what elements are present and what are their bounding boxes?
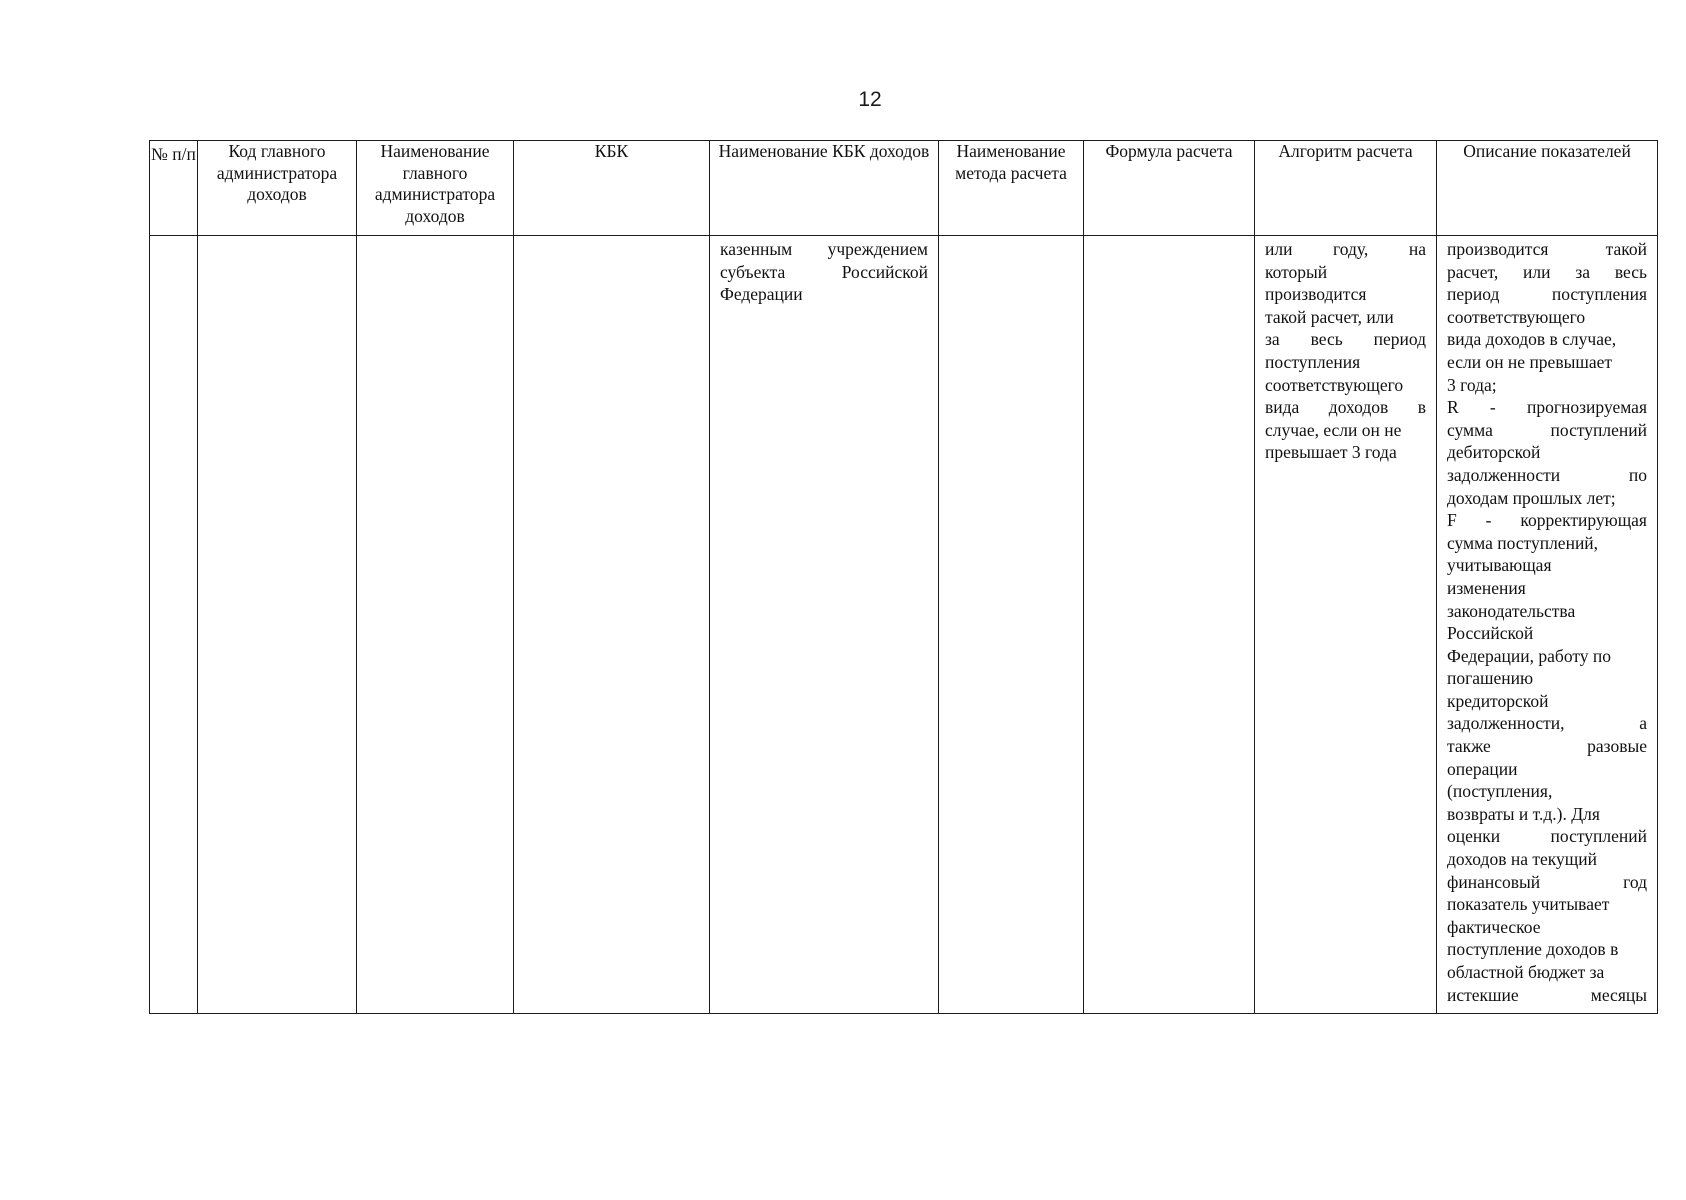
cell-admin-name xyxy=(357,236,514,1014)
text-line: или году, на xyxy=(1265,239,1426,259)
text-line: вида доходов в случае, xyxy=(1447,329,1617,350)
text-line: задолженности, а xyxy=(1447,713,1647,734)
page-number: 12 xyxy=(858,88,882,111)
header-algorithm: Алгоритм расчета xyxy=(1255,141,1437,236)
text-line: производится такой xyxy=(1447,239,1647,259)
header-admin-name: Наименование главного администратора доходов xyxy=(357,141,514,236)
text-line: Российской xyxy=(1447,623,1534,644)
cell-algorithm xyxy=(1255,236,1437,1014)
text-line: истекшие месяцы xyxy=(1447,984,1647,1005)
header-formula: Формула расчета xyxy=(1084,141,1255,236)
kbk-name-text xyxy=(710,236,938,306)
table-header-row xyxy=(150,141,1658,236)
header-description: Описание показателей xyxy=(1437,141,1658,236)
text-line: превышает 3 года xyxy=(1265,442,1397,463)
text-line: задолженности по xyxy=(1447,464,1647,485)
text-line: сумма поступлений, xyxy=(1447,532,1599,553)
text-line: возвраты и т.д.). Для xyxy=(1447,803,1600,824)
text-line: расчет, или за весь xyxy=(1447,261,1647,282)
text-line: случае, если он не xyxy=(1265,419,1402,440)
text-line: погашению xyxy=(1447,668,1534,689)
text-line: показатель учитывает xyxy=(1447,894,1610,915)
header-kbk-name: Наименование КБК доходов xyxy=(710,141,939,236)
text-line: если он не превышает xyxy=(1447,351,1613,372)
text-line: сумма поступлений xyxy=(1447,419,1647,440)
text-line: также разовые xyxy=(1447,736,1647,757)
text-line: R - прогнозируемая xyxy=(1447,397,1647,418)
header-num: № п/п xyxy=(150,141,198,236)
algorithm-text xyxy=(1255,236,1436,464)
revenue-forecast-table xyxy=(149,140,1658,1014)
text-line: законодательства xyxy=(1447,600,1576,621)
text-line: доходов на текущий xyxy=(1447,849,1597,870)
text-line: вида доходов в xyxy=(1265,397,1426,418)
text-line: операции xyxy=(1447,758,1518,779)
cell-num xyxy=(150,236,198,1014)
text-line: поступление доходов в xyxy=(1447,939,1619,960)
text-line: (поступления, xyxy=(1447,781,1553,802)
text-line: за весь период xyxy=(1265,329,1426,350)
cell-formula xyxy=(1084,236,1255,1014)
text-line: период поступления xyxy=(1447,284,1647,305)
text-line: дебиторской xyxy=(1447,442,1541,463)
header-admin-code: Код главного администратора доходов xyxy=(198,141,357,236)
text-line: соответствующего xyxy=(1447,306,1586,327)
cell-method-name xyxy=(939,236,1084,1014)
text-line: изменения xyxy=(1447,577,1526,598)
text-line: фактическое xyxy=(1447,916,1541,937)
text-line: соответствующего xyxy=(1265,374,1404,395)
text-line: оценки поступлений xyxy=(1447,826,1647,847)
text-line: F - корректирующая xyxy=(1447,510,1647,531)
text-line: кредиторской xyxy=(1447,690,1549,711)
text-line: доходам прошлых лет; xyxy=(1447,487,1616,508)
text-line: такой расчет, или xyxy=(1265,306,1394,327)
cell-kbk xyxy=(514,236,710,1014)
table-row xyxy=(150,236,1658,1014)
description-text xyxy=(1437,236,1657,1006)
text-line: Федерации xyxy=(720,284,803,305)
text-line: поступления xyxy=(1265,351,1361,372)
cell-description xyxy=(1437,236,1658,1014)
cell-kbk-name xyxy=(710,236,939,1014)
header-method-name: Наименование метода расчета xyxy=(939,141,1084,236)
text-line: который xyxy=(1265,261,1328,282)
text-line: казенным учреждением xyxy=(720,239,928,259)
text-line: субъекта Российской xyxy=(720,261,928,282)
text-line: учитывающая xyxy=(1447,555,1552,576)
header-kbk: КБК xyxy=(514,141,710,236)
text-line: 3 года; xyxy=(1447,374,1497,395)
text-line: производится xyxy=(1265,284,1367,305)
text-line: областной бюджет за xyxy=(1447,962,1605,982)
cell-admin-code xyxy=(198,236,357,1014)
text-line: финансовый год xyxy=(1447,871,1647,892)
text-line: Федерации, работу по xyxy=(1447,645,1611,666)
